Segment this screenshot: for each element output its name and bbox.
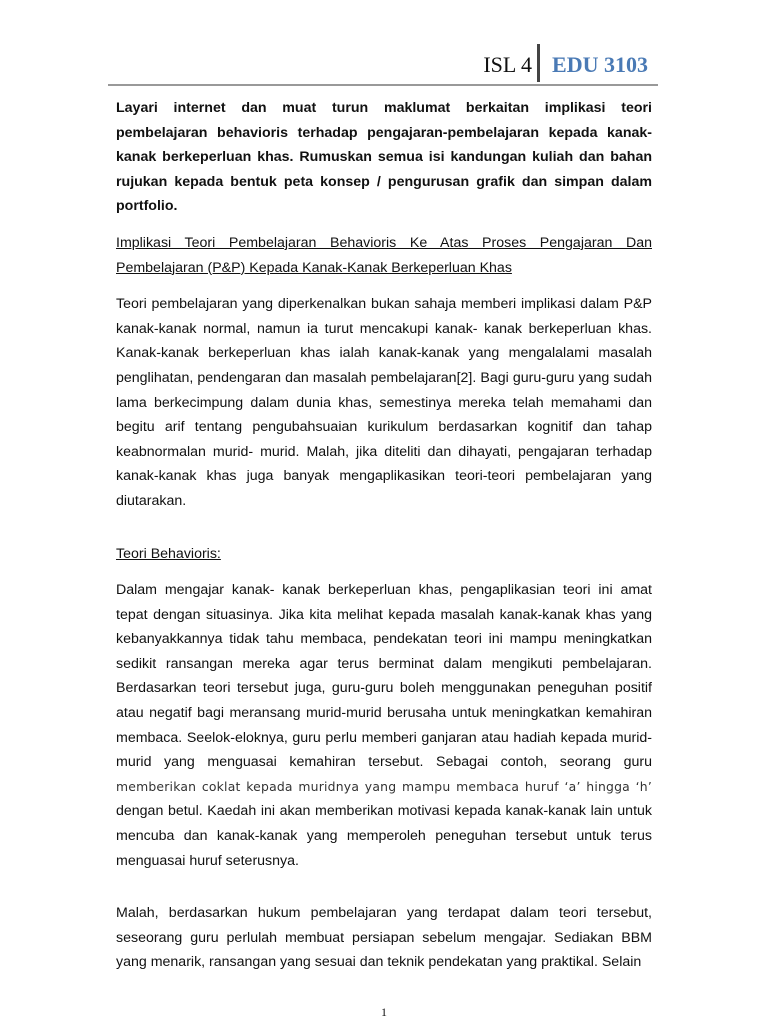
- page-header: [108, 44, 658, 86]
- document-title: Implikasi Teori Pembelajaran Behavioris Ke Atas Proses Pengajaran Dan Pembelajaran (P&P) Kepada Kanak-Kanak Berkeperluan Khas: [116, 234, 652, 276]
- behaviorist-paragraph-example: memberikan coklat kepada muridnya yang mampu membaca huruf ‘a’ hingga ‘h’: [116, 778, 652, 794]
- page-number: 1: [381, 1005, 387, 1019]
- behaviorist-paragraph-part3: dengan betul. Kaedah ini akan memberikan motivasi kepada kanak-kanak lain untuk mencuba dan kanak-kanak yang memperoleh peneguhan tersebut untuk terus menguasai huruf seterusnya.: [116, 803, 652, 869]
- final-paragraph: Malah, berdasarkan hukum pembelajaran yang terdapat dalam teori tersebut, seseorang guru perlulah membuat persiapan sebelum mengajar. Sediakan BBM yang menarik, ransangan yang sesuai dan teknik pendekatan yang praktikal. Selain: [116, 905, 652, 971]
- intro-paragraph: Teori pembelajaran yang diperkenalkan bukan sahaja memberi implikasi dalam P&P kanak-kanak normal, namun ia turut mencakupi kanak- kanak berkeperluan khas. Kanak-kanak berkeperluan khas ialah kanak-kanak yang mengalalami masalah penglihatan, pendengaran dan masalah pembelajaran[2]. Bagi guru-guru yang sudah lama berkecimpung dalam dunia khas, semestinya mereka telah memahami dan begitu arif tentang pengubahsuaian kurikulum berdasarkan kognitif dan tahap keabnormalan murid- murid. Malah, jika diteliti dan dihayati, pengajaran terhadap kanak-kanak khas juga banyak mengaplikasikan teori-teori pembelajaran yang diutarakan.: [116, 296, 652, 509]
- instruction-paragraph: Layari internet dan muat turun maklumat berkaitan implikasi teori pembelajaran behavioris terhadap pengajaran-pembelajaran kepada kanak-kanak berkeperluan khas. Rumuskan semua isi kandungan kuliah dan bahan rujukan kepada bentuk peta konsep / pengurusan grafik dan simpan dalam portfolio.: [116, 100, 652, 215]
- course-code: EDU 3103: [552, 52, 648, 77]
- document-body: [116, 96, 652, 975]
- header-divider: [537, 44, 540, 82]
- course-label: ISL 4: [483, 52, 532, 77]
- behaviorist-paragraph: [116, 578, 652, 873]
- behaviorist-paragraph-part1: Dalam mengajar kanak- kanak berkeperluan khas, pengaplikasian teori ini amat tepat dengan situasinya. Jika kita melihat kepada masalah kanak-kanak khas yang kebanyakkannya tidak tahu membaca, pendekatan teori ini mampu meningkatkan sedikit ransangan mereka agar terus berminat dalam mengikuti pembelajaran. Berdasarkan teori tersebut juga, guru-guru boleh menggunakan peneguhan positif atau negatif bagi meransang murid-murid berusaha untuk meningkatkan kemahiran membaca. Seelok-eloknya, guru perlu memberi ganjaran atau hadiah kepada murid-murid yang menguasai kemahiran tersebut. Sebagai contoh, seorang guru: [116, 582, 652, 771]
- section-heading: Teori Behavioris:: [116, 545, 221, 562]
